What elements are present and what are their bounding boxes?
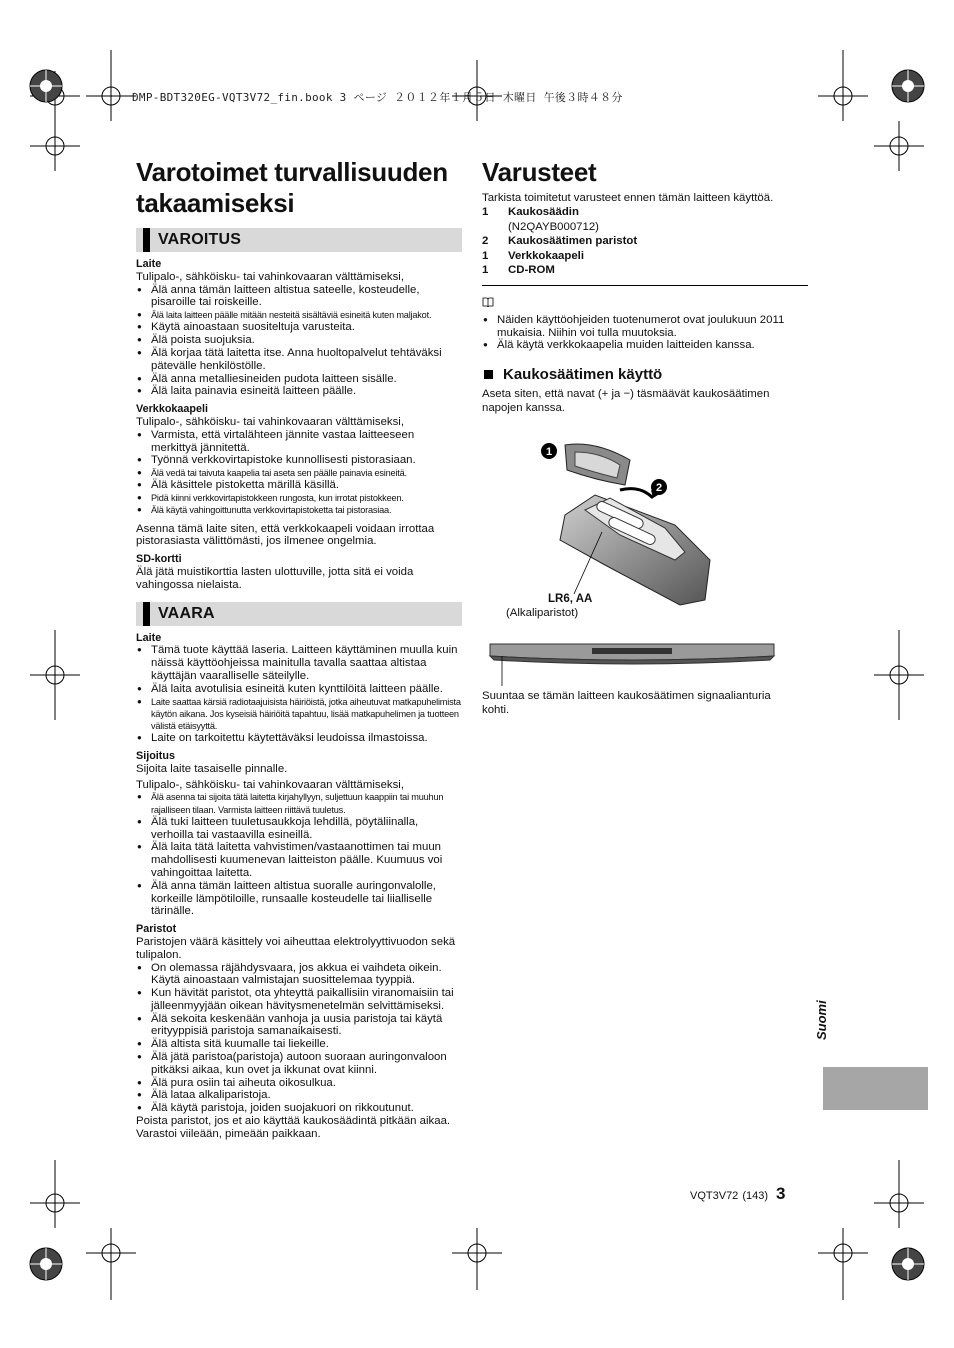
accessory-name: Kaukosäädin	[508, 206, 579, 218]
list-item: ● Älä jätä paristoa(paristoja) autoon suoraan auringonvaloon pitkäksi aikaa, kun ovet ja ikkunat ovat kiinni.	[136, 1051, 462, 1077]
divider	[482, 285, 808, 286]
doc-number: (143)	[742, 1190, 768, 1202]
list-item: ● Älä käsittele pistoketta märillä käsillä.	[136, 479, 462, 492]
cable-heading: Verkkokaapeli	[136, 403, 209, 416]
page-title: Varotoimet turvallisuuden takaamiseksi	[136, 157, 448, 218]
sunburst-mark-top-right	[892, 70, 924, 102]
sunburst-mark-top-left	[30, 70, 62, 102]
list-item: ● Varmista, että virtalähteen jännite vastaa laitteeseen merkittyä jännitettä.	[136, 429, 462, 455]
crosshair-mark-bottom-center	[452, 1228, 502, 1290]
battery-type-sub: (Alkaliparistot)	[506, 607, 579, 619]
battery-heading: Paristot	[136, 923, 177, 936]
accessory-item	[482, 205, 808, 220]
laite-list	[136, 284, 462, 399]
list-item: ● Laite on tarkoitettu käytettäväksi leudoissa ilmastoissa.	[136, 732, 462, 745]
list-item: ● Älä pura osiin tai aiheuta oikosulkua.	[136, 1077, 462, 1090]
right-column	[482, 157, 808, 416]
list-item: ● Älä tuki laitteen tuuletusaukkoja lehdillä, pöytäliinalla, verhoilla tai vastaavilla esineillä.	[136, 816, 462, 842]
battery-list	[136, 962, 462, 1116]
list-item: ● Älä anna metalliesineiden pudota laitteen sisälle.	[136, 373, 462, 386]
accessory-name: Kaukosäätimen paristot	[508, 235, 638, 248]
list-item: ● Älä laita painavia esineitä laitteen päälle.	[136, 385, 462, 398]
accessory-name: Verkkokaapeli	[508, 249, 584, 262]
crosshair-mark-mid-right	[874, 630, 924, 720]
list-item: ● Laite saattaa kärsiä radiotaajuisista häiriöistä, jotka aiheutuvat matkapuhelimista käytön aikana. Jos kyseisiä häiriöitä tapahtuu, lisää matkapuhelimen ja tuotteen välistä etäisyyttä.	[136, 696, 462, 733]
list-item: ● Älä käytä vahingoittunutta verkkovirtapistoketta tai pistorasiaa.	[136, 504, 462, 516]
crosshair-mark-bottom-left-2	[86, 1228, 136, 1300]
danger-laite-list	[136, 644, 462, 745]
battery-type-label: LR6, AA	[548, 593, 593, 605]
warning-bar: VAROITUS	[136, 228, 462, 252]
print-header: DMP-BDT320EG-VQT3V72_fin.book 3 ページ ２０１２年１月５日 木曜日 午後３時４８分	[132, 91, 623, 104]
note-item: ● Älä käytä verkkokaapelia muiden laitteiden kanssa.	[482, 339, 808, 352]
laite-heading: Laite	[136, 258, 162, 270]
battery-leader-line	[572, 528, 632, 598]
step-1-badge	[540, 442, 558, 465]
crosshair-mark-top-right	[818, 50, 868, 121]
list-item: ● Älä altista sitä kuumalle tai liekeille.	[136, 1038, 462, 1051]
accessory-qty: 2	[482, 235, 489, 248]
accessory-qty: 1	[482, 206, 489, 218]
list-item: ● Älä laita tätä laitetta vahvistimen/vastaanottimen tai muun mahdollisesti kuumenevan laitteiston päälle. Kuumuus voi vahingoittaa laitetta.	[136, 841, 462, 879]
page-footer	[690, 1184, 785, 1204]
list-item: ● Älä anna tämän laitteen altistua suoralle auringonvalolle, korkeille lämpötiloille, runsaalle kosteudelle tai liialliselle tärinälle.	[136, 880, 462, 918]
sensor-instruction: Suuntaa se tämän laitteen kaukosäätimen signaalianturia kohti.	[482, 690, 771, 716]
list-item: ● Älä poista suojuksia.	[136, 334, 462, 347]
accessory-qty: 1	[482, 264, 489, 277]
accessory-item	[482, 234, 808, 249]
danger-bar: VAARA	[136, 602, 462, 626]
notes-list	[482, 314, 808, 352]
list-item: ● Älä käytä paristoja, joiden suojakuori on rikkoutunut.	[136, 1102, 462, 1115]
sd-heading: SD-kortti	[136, 553, 182, 566]
step-2-badge	[650, 478, 668, 501]
list-item: ● Pidä kiinni verkkovirtapistokkeen rungosta, kun irrotat pistokkeen.	[136, 492, 462, 504]
list-item: ● On olemassa räjähdysvaara, jos akkua ei vaihdeta oikein. Käytä ainoastaan valmistajan suosittelemaa tyyppiä.	[136, 962, 462, 988]
sunburst-mark-bottom-left	[30, 1248, 62, 1280]
accessory-item	[482, 249, 808, 264]
remote-heading: Kaukosäätimen käyttö	[482, 366, 808, 383]
accessories-title: Varusteet	[482, 157, 597, 187]
note-icon	[482, 294, 808, 312]
danger-laite-heading: Laite	[136, 631, 162, 644]
left-column	[136, 157, 462, 1141]
list-item: ● Älä anna tämän laitteen altistua sateelle, kosteudelle, pisaroille tai roiskeille.	[136, 284, 462, 310]
accessory-qty: 1	[482, 249, 489, 262]
list-item: ● Älä asenna tai sijoita tätä laitetta kirjahyllyyn, suljettuun kaappiin tai muuhun rajalliseen tilaan. Varmista laitteen riittävä tuuletus.	[136, 791, 462, 815]
placement-list	[136, 791, 462, 918]
language-tab	[823, 1067, 928, 1110]
list-item: ● Älä sekoita keskenään vanhoja ja uusia paristoja tai käytä erityyppisiä paristoja samanaikaisesti.	[136, 1013, 462, 1039]
note-item: ● Näiden käyttöohjeiden tuotenumerot ovat joulukuun 2011 mukaisia. Niihin voi tulla muutoksia.	[482, 314, 808, 339]
step-2-number: 2	[655, 482, 663, 494]
crosshair-mark-top-left-3	[30, 121, 80, 171]
remote-battery-illustration	[535, 440, 765, 615]
list-item: ● Työnnä verkkovirtapistoke kunnollisesti pistorasiaan.	[136, 454, 462, 467]
list-item: ● Kun hävität paristot, ota yhteyttä paikallisiin viranomaisiin tai jälleenmyyjään oikean hävitysmenetelmän selvittämiseksi.	[136, 987, 462, 1013]
accessories-list: Tarkista toimitetut varusteet ennen tämän laitteen käyttöä. 1 Kaukosäädin (N2QAYB000712) 2 Kaukosäätimen paristot 1 Verkkokaapeli 1 CD-ROM	[482, 192, 808, 278]
crosshair-mark-bottom-left	[30, 1160, 80, 1228]
list-item: ● Käytä ainoastaan suositeltuja varusteita.	[136, 321, 462, 334]
accessory-item	[482, 263, 808, 278]
cable-list	[136, 429, 462, 517]
placement-heading: Sijoitus	[136, 749, 175, 762]
list-item: ● Älä lataa alkaliparistoja.	[136, 1089, 462, 1102]
sunburst-mark-bottom-right	[892, 1248, 924, 1280]
list-item: ● Tämä tuote käyttää laseria. Laitteen käyttäminen muulla kuin näissä käyttöohjeissa mainitulla tavalla saattaa altistaa käyttäjän vaaralliselle säteilylle.	[136, 644, 462, 682]
list-item: ● Älä korjaa tätä laitetta itse. Anna huoltopalvelut tehtäväksi pätevälle henkilöstölle.	[136, 347, 462, 373]
danger-section: Laite ● Tämä tuote käyttää laseria. Laitteen käyttäminen muulla kuin näissä käyttöohjeissa mainitulla tavalla saattaa altistaa käyttäjän vaaralliselle säteilylle. ● Älä laita avotulisia esineitä kuten kynttilöitä laitteen päälle. ● Laite saattaa kärsiä radiotaajuisista häiriöistä, jotka aiheutuvat matkapuhelimista käytön aikana. Jos kyseisiä häiriöitä tapahtuu, lisää matkapuhelimen ja tuotteen välistä etäisyyttä. ● Laite on tarkoitettu käytettäväksi leudoissa ilmastoissa. Sijoitus Sijoita laite tasaiselle pinnalle. Tulipalo-, sähköisku- tai vahinkovaaran välttämiseksi, ● Älä asenna tai sijoita tätä laitetta kirjahyllyyn, suljettuun kaappiin tai muuhun rajalliseen tilaan. Varmista laitteen riittävä tuuletus. ● Älä tuki laitteen tuuletusaukkoja lehdillä, pöytäliinalla, verhoilla tai vastaavilla esineillä. ● Älä laita tätä laitetta vahvistimen/vastaanottimen tai muun mahdollisesti kuumenevan laitteiston päälle. Kuumuus voi vahingoittaa laitetta. ● Älä anna tämän laitteen altistua suoralle auringonvalolle, korkeille lämpötiloille, runsaalle kosteudelle tai liialliselle tärinälle. Paristot Paristojen väärä käsittely voi aiheuttaa elektrolyyttivuodon sekä tulipalon. ● On olemassa räjähdysvaara, jos akkua ei vaihdeta oikein. Käytä ainoastaan valmistajan suosittelemaa tyyppiä. ● Kun hävität paristot, ota yhteyttä paikallisiin viranomaisiin tai jälleenmyyjään oikean hävitysmenetelmän selvittämiseksi. ● Älä sekoita keskenään vanhoja ja uusia paristoja tai käytä erityyppisiä paristoja samanaikaisesti. ● Älä altista sitä kuumalle tai liekeille. ● Älä jätä paristoa(paristoja) autoon suoraan auringonvaloon pitkäksi aikaa, kun ovet ja ikkunat ovat kiinni. ● Älä pura osiin tai aiheuta oikosulkua. ● Älä lataa alkaliparistoja. ● Älä käytä paristoja, joiden suojakuori on rikkoutunut. Poista paristot, jos et aio käyttää kaukosäädintä pitkään aikaa. Varastoi viileään, pimeään paikkaan.	[136, 632, 462, 1141]
crosshair-mark-top-left-2	[86, 50, 136, 121]
list-item: ● Älä laita avotulisia esineitä kuten kynttilöitä laitteen päälle.	[136, 683, 462, 696]
crosshair-mark-bottom-right-2	[874, 1160, 924, 1228]
crosshair-mark-top-right-2	[874, 121, 924, 171]
accessory-part-number: (N2QAYB000712)	[508, 220, 599, 233]
step-1-number: 1	[545, 446, 553, 458]
accessory-name: CD-ROM	[508, 264, 555, 277]
remote-instructions: Aseta siten, että navat (+ ja −) täsmäävät kaukosäätimen napojen kanssa.	[482, 387, 770, 415]
warning-section: Laite Tulipalo-, sähköisku- tai vahinkovaaran välttämiseksi, ● Älä anna tämän laitteen altistua sateelle, kosteudelle, pisaroille tai roiskeille. ● Älä laita laitteen päälle mitään nesteitä sisältäviä esineitä kuten maljakot. ● Käytä ainoastaan suositeltuja varusteita. ● Älä poista suojuksia. ● Älä korjaa tätä laitetta itse. Anna huoltopalvelut tehtäväksi pätevälle henkilöstölle. ● Älä anna metalliesineiden pudota laitteen sisälle. ● Älä laita painavia esineitä laitteen päälle. Verkkokaapeli Tulipalo-, sähköisku- tai vahinkovaaran välttämiseksi, ● Varmista, että virtalähteen jännite vastaa laitteeseen merkittyä jännitettä. ● Työnnä verkkovirtapistoke kunnollisesti pistorasiaan. ● Älä vedä tai taivuta kaapelia tai aseta sen päälle painavia esineitä. ● Älä käsittele pistoketta märillä käsillä. ● Pidä kiinni verkkovirtapistokkeen rungosta, kun irrotat pistokkeen. ● Älä käytä vahingoittunutta verkkovirtapistoketta tai pistorasiaa. Asenna tämä laite siten, että verkkokaapeli voidaan irrottaa pistorasiasta välittömästi, jos ilmenee ongelmia. SD-kortti Älä jätä muistikorttia lasten ulottuville, jotta sitä ei voida vahingossa nielaista.	[136, 258, 462, 592]
crosshair-mark-mid-left	[30, 630, 80, 720]
player-illustration	[482, 638, 782, 688]
list-item: ● Älä vedä tai taivuta kaapelia tai aseta sen päälle painavia esineitä.	[136, 467, 462, 479]
crosshair-mark-bottom-right	[818, 1228, 868, 1300]
doc-code: VQT3V72	[690, 1190, 739, 1202]
list-item: ● Älä laita laitteen päälle mitään nesteitä sisältäviä esineitä kuten maljakot.	[136, 309, 462, 321]
page-number: 3	[776, 1184, 786, 1203]
language-label: Suomi	[814, 1000, 829, 1040]
